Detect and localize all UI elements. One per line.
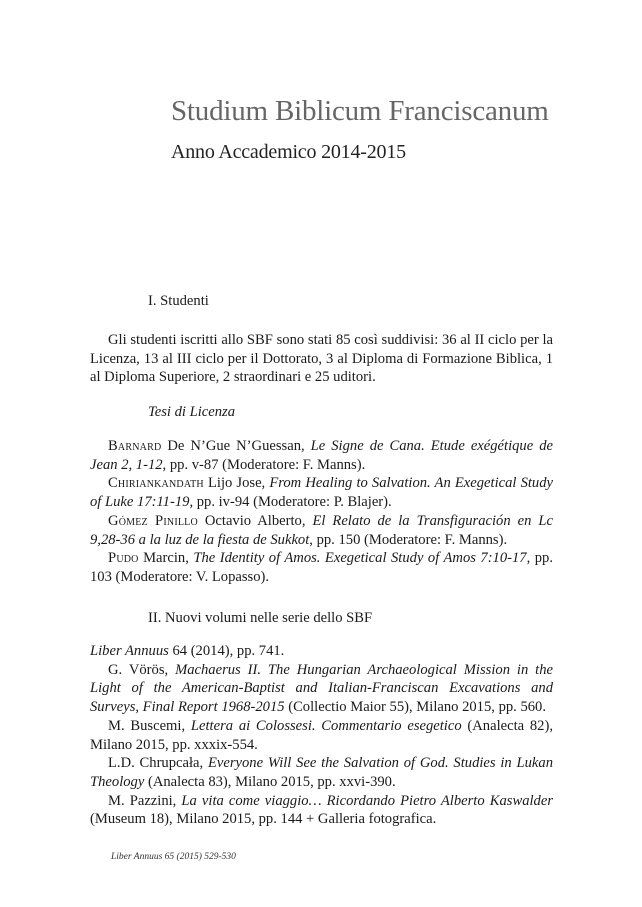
thesis-entry (90, 437, 553, 474)
thesis-author-surname: Gómez Pinillo (108, 512, 198, 529)
volume-details: (Analecta 83), Milano 2015, pp. xxvi-390. (144, 773, 396, 790)
volume-entry (90, 642, 553, 661)
thesis-title: Le Signe de Cana. Etude exégétique de Jean 2, 1-12 (90, 438, 553, 473)
thesis-author-name: De N’Gue N’Guessan, (161, 438, 311, 454)
studenti-intro-paragraph: Gli studenti iscritti allo SBF sono stati 85 così suddivisi: 36 al II ciclo per la Licenza, 13 al III ciclo per il Dottorato, 3 al Diploma di Formazione Biblica, 1 al Diploma Superiore, 2 straordinari e 25 uditori. (90, 332, 553, 386)
volume-details: 64 (2014), pp. 741. (168, 643, 285, 659)
volume-title: Liber Annuus (90, 643, 169, 659)
volume-title: Everyone Will See the Salvation of God. Studies in Lukan Theology (90, 755, 553, 790)
thesis-details: , pp. 150 (Moderatore: F. Manns). (309, 531, 508, 548)
thesis-author-name: Marcin, (138, 550, 194, 567)
volume-author: M. Buscemi, (108, 717, 191, 734)
thesis-author-surname: Chiriankandath (108, 475, 204, 492)
thesis-entry (90, 549, 553, 586)
volume-entry (90, 661, 553, 717)
thesis-title: The Identity of Amos. Exegetical Study of Amos 7:10-17 (193, 550, 527, 567)
thesis-author-name: Lijo Jose, (203, 475, 270, 492)
theses-heading: Tesi di Licenza (148, 404, 236, 420)
volumes-list (90, 642, 553, 829)
thesis-author-surname: Barnard (108, 438, 162, 454)
volume-title: Machaerus II. The Hungarian Archaeological Mission in the Light of the American-Baptist and Italian-Franciscan Excavations and Surveys, Final Report 1968-2015 (90, 661, 553, 716)
volume-author: M. Pazzini, (108, 792, 182, 809)
volume-entry (90, 792, 553, 829)
volume-title: La vita come viaggio… Ricordando Pietro Alberto Kaswalder (181, 792, 553, 809)
thesis-entry (90, 512, 553, 549)
volume-title: Lettera ai Colossesi. Commentario esegetico (190, 717, 462, 734)
page-subtitle: Anno Accademico 2014-2015 (171, 141, 406, 163)
studenti-intro (90, 331, 553, 387)
volume-author: G. Vörös, (108, 661, 176, 678)
page-title: Studium Biblicum Franciscanum (171, 95, 549, 127)
volume-entry (90, 754, 553, 791)
section-heading-volumi: II. Nuovi volumi nelle serie dello SBF (148, 610, 373, 626)
volume-details: (Analecta 82), Milano 2015, pp. xxxix-554. (90, 717, 553, 753)
theses-list (90, 437, 553, 587)
thesis-details: , pp. v-87 (Moderatore: F. Manns). (162, 456, 366, 473)
section-heading-studenti: I. Studenti (148, 293, 209, 309)
thesis-details: , pp. iv-94 (Moderatore: P. Blajer). (189, 494, 392, 511)
volume-author: L.D. Chrupcała, (108, 755, 208, 772)
volume-details: (Museum 18), Milano 2015, pp. 144 + Galleria fotografica. (90, 811, 437, 828)
thesis-title: El Relato de la Transfiguración en Lc 9,28-36 a la luz de la fiesta de Sukkot (90, 512, 553, 548)
volume-details: (Collectio Maior 55), Milano 2015, pp. 560. (284, 699, 547, 716)
footer-citation: Liber Annuus 65 (2015) 529-530 (111, 852, 236, 862)
thesis-title: From Healing to Salvation. An Exegetical Study of Luke 17:11-19 (90, 475, 553, 511)
thesis-author-surname: Pudo (108, 550, 139, 567)
volume-entry (90, 717, 553, 754)
thesis-author-name: Octavio Alberto, (197, 512, 313, 529)
thesis-details: , pp. 103 (Moderatore: V. Lopasso). (90, 550, 553, 585)
thesis-entry (90, 474, 553, 511)
